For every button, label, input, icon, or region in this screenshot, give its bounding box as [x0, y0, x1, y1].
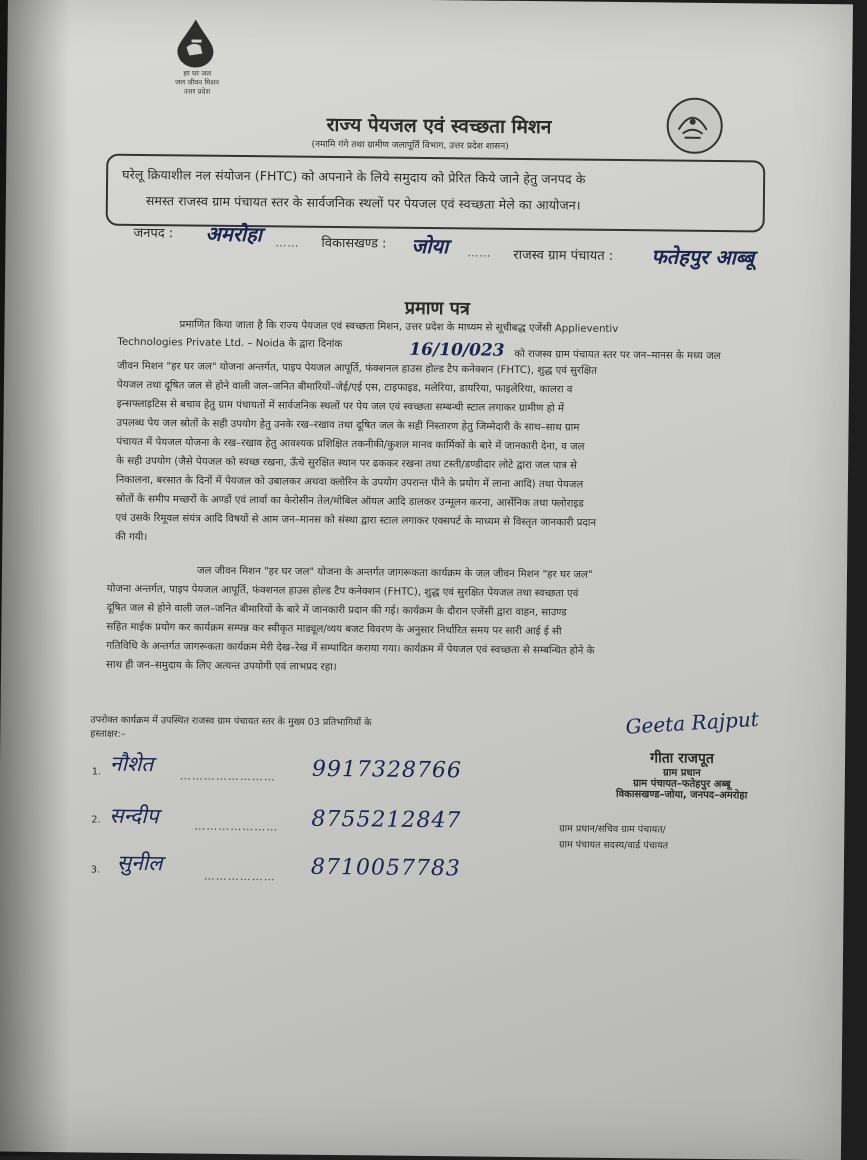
signatory-role-1: ग्राम प्रधान/सचिव ग्राम पंचायत/	[559, 823, 666, 836]
topic-line-2: समस्त राजस्व ग्राम पंचायत स्तर के सार्वजनिक स्थलों पर पेयजल एवं स्वच्छता मेले का आयोजन।	[145, 193, 581, 213]
participant-number: 1.	[91, 766, 102, 778]
p1-line: Technologies Private Ltd. – Noida के द्वारा दिनांक	[117, 336, 343, 351]
participant-number: 2.	[91, 814, 101, 826]
water-drop-logo-icon	[172, 17, 219, 67]
p1-line: निकालना, बरसात के दिनों में पेयजल को उबालकर अथवा क्लोरिन के उपयोग उपरान्त पीने के प्रयोग में लाना आदि) तथा पेयजल	[115, 474, 584, 491]
p2-line: साथ ही जन–समुदाय के लिए अत्यन्त उपयोगी एवं लाभप्रद रहा।	[105, 659, 337, 674]
p1-line: पंचायत में पेयजल योजना के रख–रखाव हेतु आवश्यक प्रशिक्षित तकनीकी/कुशल मानव कार्मिकों के बारे में जानकारी देना, व जल	[116, 436, 585, 453]
emblem-fish-bow-icon	[668, 100, 717, 149]
page-shadow	[0, 0, 70, 1156]
district-label: जनपद :	[133, 225, 174, 242]
participant-phone: 8755212847	[311, 806, 462, 834]
participant-dots: ……………………	[179, 769, 276, 784]
block-value: जोया	[411, 233, 449, 259]
district-dots: ……	[275, 236, 300, 250]
participant-dots: ………………	[203, 869, 276, 884]
topic-line-1: घरेलू क्रियाशील नल संयोजन (FHTC) को अपनाने के लिये समुदाय को प्रेरित किये जाने हेतु जनपद के	[122, 166, 586, 187]
signature: Geeta Rajput	[624, 706, 760, 739]
participant-name: सुनील	[116, 850, 163, 876]
participant-name: सन्दीप	[109, 803, 159, 829]
participants-intro-2: हस्ताक्षर:–	[90, 728, 126, 740]
panchayat-value: फतेहपुर आब्बू	[651, 244, 755, 270]
p1-line: जीवन मिशन "हर घर जल" योजना अन्तर्गत, पाइप पेयजल आपूर्ति, फंक्शनल हाउस होल्ड टैप कनेक्शन (FHTC), शुद्ध एवं सुरक्षित	[117, 360, 597, 377]
district-value: अमरोहा	[205, 221, 263, 247]
p1-line: स्रोतों के समीप मच्छरों के अण्डों एवं लार्वा का केरोसीन तेल/मोबिल ऑयल आदि डालकर उन्मूलन करना, आर्सेनिक तथा फ्लोराइड	[115, 493, 584, 510]
p2-line: योजना अन्तर्गत, पाइप पेयजल आपूर्ति, फंक्शनल हाउस होल्ड टैप कनेक्शन (FHTC), शुद्ध एवं सुरक्षित पेयजल तथा स्वच्छता एवं	[106, 583, 579, 600]
p1-line: उपलब्ध पेय जल स्रोतों के सही उपयोग हेतु उनके रख–रखाव तथा दूषित जल के सही निस्तारण हेतु जिम्मेदारी के साथ–साथ ग्राम	[116, 417, 580, 434]
p1-line: को राजस्व ग्राम पंचायत स्तर पर जन–मानस के मध्य जल	[514, 348, 721, 363]
participant-phone: 8710057783	[310, 854, 462, 882]
date-handwritten: 16/10/023	[409, 339, 505, 361]
page-subtitle: (नमामि गंगे तथा ग्रामीण जलापूर्ति विभाग, उत्तर प्रदेश शासन)	[311, 139, 509, 152]
topic-box	[106, 154, 766, 233]
participant-dots: …………………	[194, 819, 279, 834]
logo-caption: हर घर जल जल जीवन मिशन उत्तर प्रदेश	[175, 69, 220, 96]
certificate-heading: प्रमाण पत्र	[404, 297, 470, 320]
p1-line: की गयी।	[115, 531, 148, 544]
page-title: राज्य पेयजल एवं स्वच्छता मिशन	[326, 113, 552, 139]
participants-intro: उपरोक्त कार्यक्रम में उपस्थित राजस्व ग्राम पंचायत स्तर के मुख्य 03 प्रतिभागियों के	[90, 714, 372, 729]
p2-line: सहित माईक प्रयोग कर कार्यक्रम सम्पन्न कर स्वीकृत माड्यूल/व्यय बजट विवरण के अनुसार निर्धारित समय पर सारी आई ई सी	[106, 621, 562, 638]
participant-phone: 9917328766	[311, 756, 463, 784]
official-stamp	[592, 750, 773, 802]
stamp-line: ग्राम प्रधान	[663, 767, 701, 779]
signatory-role-2: ग्राम पंचायत सदस्य/वार्ड पंचायत	[559, 839, 669, 852]
panchayat-label: राजस्व ग्राम पंचायत :	[513, 247, 614, 264]
p2-line: गतिविधि के अन्तर्गत जागरूकता कार्यक्रम मेरी देख–रेख में सम्पादित कराया गया। कार्यक्रम में पेयजल एवं स्वच्छता से सम्बन्धित होने के	[106, 640, 595, 657]
p1-line: के सही उपयोग (जैसे पेयजल को स्वच्छ रखना, ऊँचे सुरक्षित स्थान पर ढककर रखना तथा टस्ती/डण्डीदार लोटे द्वारा जल पात्र से	[116, 455, 577, 472]
p1-line: पेयजल तथा दूषित जल से होने वाली जल–जनित बीमारियों–जेई/एई एस, टाइफाइड, मलेरिया, डायरिया, फाइलेरिया, कालरा व	[116, 379, 573, 396]
p1-line: प्रमाणित किया जाता है कि राज्य पेयजल एवं स्वच्छता मिशन, उत्तर प्रदेश के माध्यम से सूचीबद्ध एजेंसी Applieventiv	[179, 319, 619, 335]
p2-line: जल जीवन मिशन "हर घर जल" योजना के अन्तर्गत जागरूकता कार्यक्रम के जल जीवन मिशन "हर घर जल"	[196, 565, 593, 581]
p1-line: इन्सफ्लाइटिस से बचाव हेतु ग्राम पंचायतों में सार्वजनिक स्थलों पर पेय जल एवं स्वच्छता सम्बन्धी स्टाल लगाकर ग्रामीण हो में	[116, 398, 565, 415]
p2-line: दूषित जल से होने वाली जल–जनित बीमारियों के बारे में जानकारी प्रदान की गई। कार्यक्रम के दौरान एजेंसी द्वारा वाहन, साउण्ड	[106, 602, 567, 619]
participant-name: नौशेत	[109, 751, 154, 777]
up-govt-emblem-icon	[666, 97, 723, 154]
stamp-name: गीता राजपूत	[650, 750, 714, 768]
p1-line: एवं उसके रिमूवल संयंत्र आदि विषयों से आम जन–मानस को संस्था द्वारा स्टाल लगाकर एक्सपर्ट के माध्यम से विस्तृत जानकारी प्रदान	[115, 512, 597, 529]
block-label: विकासखण्ड :	[321, 235, 387, 252]
stamp-line: विकासखण्ड–जोया, जनपद–अमरोहा	[615, 788, 748, 802]
stamp-line: ग्राम पंचायत–फतेहपुर अब्बू	[632, 778, 731, 791]
block-dots: ……	[467, 246, 492, 260]
participant-number: 3.	[90, 864, 101, 876]
